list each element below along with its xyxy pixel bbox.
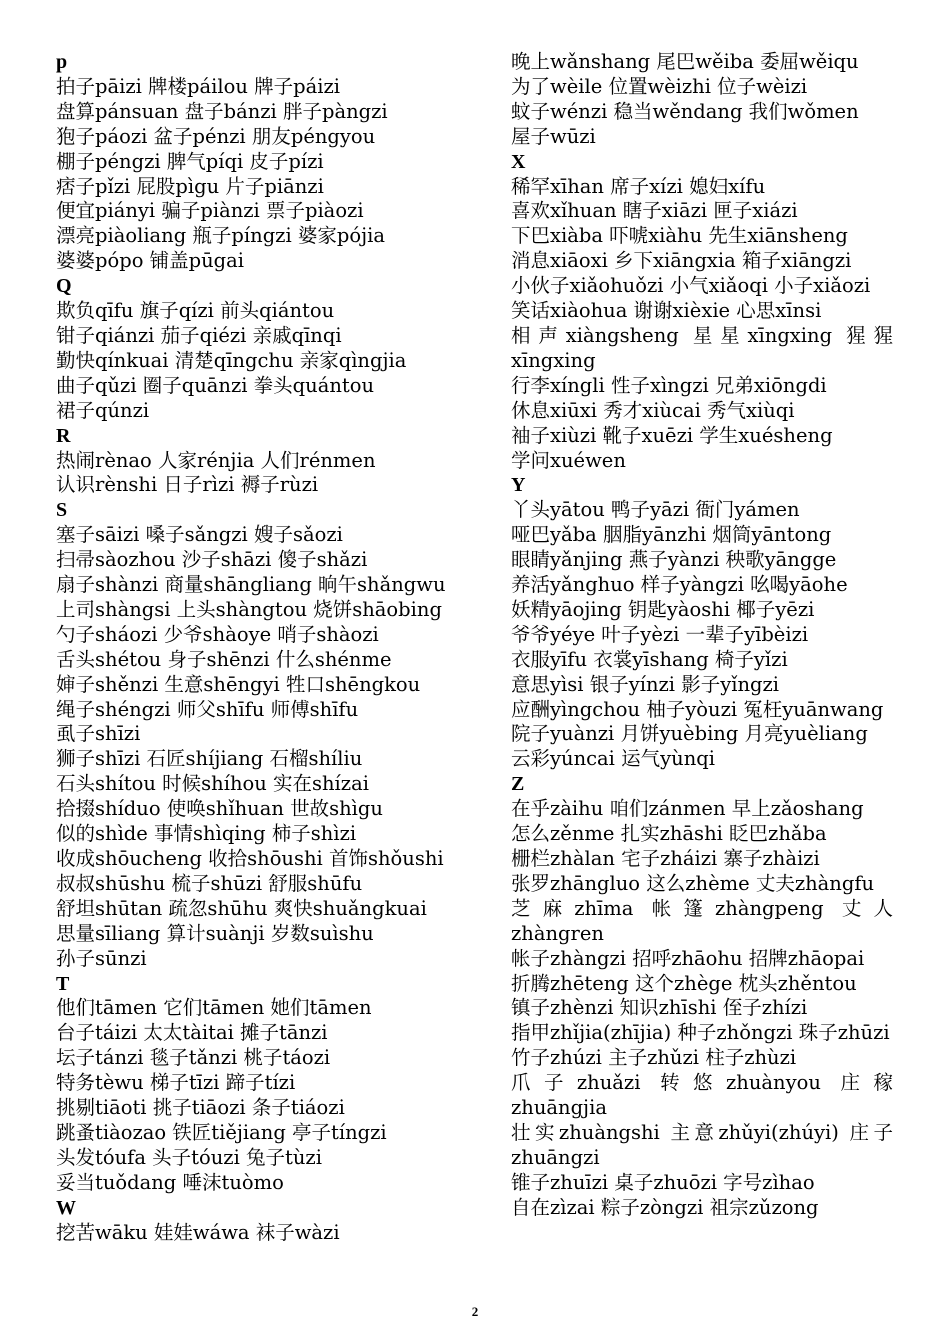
word-list-line: 上司shàngsi 上头shàngtou 烧饼shāobing [56, 597, 442, 621]
word-list-line: 台子táizi 太太tàitai 摊子tānzi [56, 1021, 328, 1045]
word-list-line: 喜欢xǐhuan 瞎子xiāzi 匣子xiázi [511, 199, 798, 223]
word-list-line: 为了wèile 位置wèizhi 位子wèizi [511, 74, 808, 98]
word-list-line: 挑剔tiāoti 挑子tiāozi 条子tiáozi [56, 1096, 345, 1120]
word-list-line: 漂亮piàoliang 瓶子píngzi 婆家pójia [56, 224, 386, 248]
section-letter-heading: X [511, 150, 526, 173]
word-list-line: 壮实zhuàngshi 主意zhǔyi(zhúyi) 庄子zhuāngzi [511, 1120, 893, 1169]
word-list-line: 眼睛yǎnjing 燕子yànzi 秧歌yāngge [511, 548, 837, 572]
word-list-line: 竹子zhúzi 主子zhǔzi 柱子zhùzi [511, 1046, 797, 1070]
word-list-line: 认识rènshi 日子rìzi 褥子rùzi [56, 473, 319, 497]
word-list-line: 拾掇shíduo 使唤shǐhuan 世故shìgu [56, 797, 383, 821]
word-list-line: 妥当tuǒdang 唾沫tuòmo [56, 1170, 284, 1194]
word-list-line: 狍子páozi 盆子pénzi 朋友péngyou [56, 124, 376, 148]
word-list-line: 热闹rènao 人家rénjia 人们rénmen [56, 448, 376, 472]
word-list-line: 婶子shěnzi 生意shēngyi 牲口shēngkou [56, 672, 421, 696]
word-list-line: 裙子qúnzi [56, 398, 150, 422]
word-list-line: 自在zìzai 粽子zòngzi 祖宗zǔzong [511, 1195, 819, 1219]
word-list-line: 他们tāmen 它们tāmen 她们tāmen [56, 996, 372, 1020]
word-list-line: 袖子xiùzi 靴子xuēzi 学生xuésheng [511, 423, 833, 447]
word-list-line: 行李xíngli 性子xìngzi 兄弟xiōngdi [511, 373, 827, 397]
word-list-line: 绳子shéngzi 师父shīfu 师傅shīfu [56, 697, 359, 721]
word-list-line: 曲子qǔzi 圈子quānzi 拳头quántou [56, 373, 375, 397]
word-list-line: 石头shítou 时候shíhou 实在shízai [56, 772, 369, 796]
word-list-line: 学问xuéwen [511, 448, 626, 472]
word-list-line: 丫头yātou 鸭子yāzi 衙门yámen [511, 498, 800, 522]
word-list-line: 婆婆pópo 铺盖pūgai [56, 249, 245, 273]
word-list-line: 孙子sūnzi [56, 946, 147, 970]
word-list-line: 指甲zhǐjia(zhījia) 种子zhǒngzi 珠子zhūzi [511, 1021, 890, 1045]
word-list-line: 哑巴yǎba 胭脂yānzhi 烟筒yāntong [511, 523, 832, 547]
word-list-line: 稀罕xīhan 席子xízi 媳妇xífu [511, 174, 766, 198]
word-list-line: 怎么zěnme 扎实zhāshi 眨巴zhǎba [511, 822, 827, 846]
word-list-line: 狮子shīzi 石匠shíjiang 石榴shíliu [56, 747, 363, 771]
word-list-line: 塞子sāizi 嗓子sǎngzi 嫂子sǎozi [56, 523, 343, 547]
word-list-line: 叔叔shūshu 梳子shūzi 舒服shūfu [56, 871, 363, 895]
word-list-line: 爪子zhuǎzi 转悠zhuànyou 庄稼zhuāngjia [511, 1071, 893, 1120]
word-list-line: 盘算pánsuan 盘子bánzi 胖子pàngzi [56, 99, 388, 123]
section-letter-heading: p [56, 51, 68, 73]
word-list-line: 爷爷yéye 叶子yèzi 一辈子yībèizi [511, 622, 809, 646]
word-list-line: 勺子sháozi 少爷shàoye 哨子shàozi [56, 622, 379, 646]
section-letter-heading: S [56, 499, 68, 522]
word-list-line: 特务tèwu 梯子tīzi 蹄子tízi [56, 1071, 296, 1095]
word-list-line: 跳蚤tiàozao 铁匠tiějiang 亭子tíngzi [56, 1120, 387, 1144]
section-letter-heading: Z [511, 773, 525, 796]
word-list-line: 勤快qínkuai 清楚qīngchu 亲家qìngjia [56, 348, 407, 372]
page-number: 2 [471, 1304, 479, 1319]
word-list-line: 芝麻zhīma 帐篷zhàngpeng 丈人zhàngren [511, 896, 893, 945]
word-list-line: 舒坦shūtan 疏忽shūhu 爽快shuǎngkuai [56, 896, 427, 920]
word-list-line: 应酬yìngchou 柚子yòuzi 冤枉yuānwang [511, 697, 884, 721]
word-list-line: 棚子péngzi 脾气píqi 皮子pízi [56, 149, 324, 173]
word-list-line: 云彩yúncai 运气yùnqi [511, 747, 715, 771]
word-list-line: 钳子qiánzi 茄子qiézi 亲戚qīnqi [56, 323, 342, 347]
word-list-line: 坛子tánzi 毯子tǎnzi 桃子táozi [56, 1046, 331, 1070]
word-list-line: 扇子shànzi 商量shāngliang 晌午shǎngwu [56, 573, 446, 597]
word-list-line: 收成shōucheng 收拾shōushi 首饰shǒushi [56, 847, 444, 870]
word-list-line: 在乎zàihu 咱们zánmen 早上zǎoshang [511, 797, 864, 821]
word-list-line: 虱子shīzi [56, 722, 141, 746]
section-letter-heading: T [56, 972, 70, 995]
section-letter-heading: W [56, 1196, 76, 1219]
word-list-line: 帐子zhàngzi 招呼zhāohu 招牌zhāopai [511, 946, 865, 970]
section-letter-heading: R [56, 424, 71, 447]
left-column [56, 50, 461, 1246]
word-list-line: 镇子zhènzi 知识zhīshi 侄子zhízi [511, 996, 808, 1020]
section-letter-heading: Y [511, 474, 526, 497]
word-list-line: 锥子zhuīzi 桌子zhuōzi 字号zìhao [511, 1170, 815, 1194]
word-list-line: 相声xiàngsheng 星星xīngxing 猩猩xīngxing [511, 323, 893, 372]
word-list-line: 下巴xiàba 吓唬xiàhu 先生xiānsheng [511, 224, 848, 248]
word-list-line: 蚊子wénzi 稳当wěndang 我们wǒmen [511, 99, 859, 123]
word-list-line: 妖精yāojing 钥匙yàoshi 椰子yēzi [511, 597, 815, 621]
word-list-line: 便宜piányi 骗子piànzi 票子piàozi [56, 199, 364, 223]
word-list-line: 院子yuànzi 月饼yuèbing 月亮yuèliang [511, 722, 868, 746]
word-list-line: 消息xiāoxi 乡下xiāngxia 箱子xiāngzi [511, 249, 852, 273]
word-list-line: 拍子pāizi 牌楼páilou 牌子páizi [56, 74, 340, 98]
word-list-line: 晚上wǎnshang 尾巴wěiba 委屈wěiqu [511, 50, 859, 73]
word-list-line: 衣服yīfu 衣裳yīshang 椅子yǐzi [511, 647, 788, 671]
word-list-line: 小伙子xiǎohuǒzi 小气xiǎoqi 小子xiǎozi [511, 274, 871, 298]
word-list-line: 头发tóufa 头子tóuzi 兔子tùzi [56, 1145, 322, 1169]
word-list-line: 思量sīliang 算计suànji 岁数suìshu [56, 921, 374, 945]
word-list-line: 屋子wūzi [511, 124, 596, 148]
word-list-line: 挖苦wāku 娃娃wáwa 袜子wàzi [56, 1220, 340, 1244]
word-list-line: 栅栏zhàlan 宅子zháizi 寨子zhàizi [511, 847, 820, 870]
word-list-line: 扫帚sàozhou 沙子shāzi 傻子shǎzi [56, 548, 368, 572]
word-list-line: 休息xiūxi 秀才xiùcai 秀气xiùqi [511, 398, 795, 422]
word-list-line: 似的shìde 事情shìqing 柿子shìzi [56, 822, 357, 846]
word-list-line: 折腾zhēteng 这个zhège 枕头zhěntou [511, 971, 857, 995]
section-letter-heading: Q [56, 275, 72, 298]
word-list-line: 舌头shétou 身子shēnzi 什么shénme [56, 647, 392, 671]
word-list-line: 张罗zhāngluo 这么zhème 丈夫zhàngfu [511, 871, 875, 895]
word-list-line: 意思yìsi 银子yínzi 影子yǐngzi [511, 672, 780, 696]
word-list-line: 欺负qīfu 旗子qízi 前头qiántou [56, 299, 335, 323]
word-list-line: 养活yǎnghuo 样子yàngzi 吆喝yāohe [511, 573, 848, 597]
word-list-line: 笑话xiàohua 谢谢xièxie 心思xīnsi [511, 299, 822, 323]
word-list-line: 痞子pǐzi 屁股pìgu 片子piānzi [56, 174, 324, 198]
right-column [511, 50, 893, 1221]
